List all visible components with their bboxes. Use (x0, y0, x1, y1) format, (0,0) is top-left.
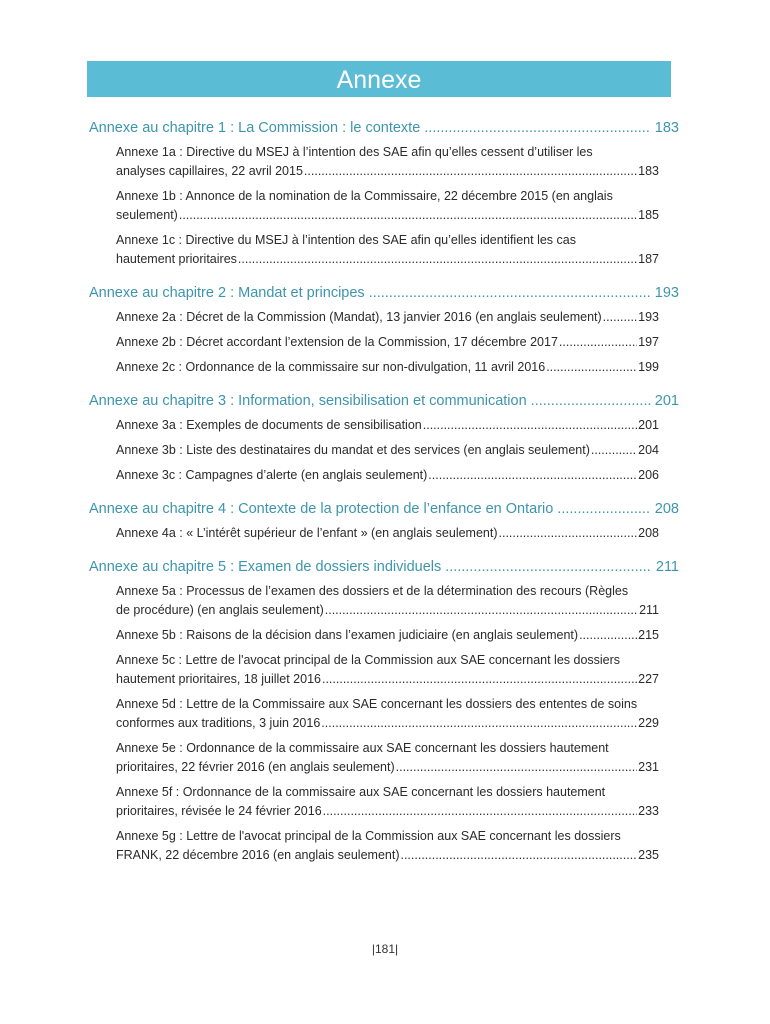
entry-page: 227 (638, 672, 659, 686)
entry-last-line (116, 206, 659, 225)
entry-page: 187 (638, 252, 659, 266)
page-number: |181| (371, 942, 399, 956)
leader-dots (179, 206, 637, 225)
leader-dots (499, 524, 638, 543)
leader-dots (531, 391, 651, 411)
toc-entry[interactable] (116, 783, 659, 821)
leader-dots (304, 162, 637, 181)
entry-page: 206 (638, 468, 659, 482)
entry-page: 185 (638, 208, 659, 222)
entry-title: FRANK, 22 décembre 2016 (en anglais seulement) (116, 848, 400, 862)
toc-chapter (89, 118, 679, 269)
entry-page: 235 (638, 848, 659, 862)
toc-entry[interactable] (116, 358, 659, 377)
chapter-heading-link[interactable] (89, 118, 679, 138)
entry-last-line (116, 846, 659, 865)
entry-last-line (116, 670, 659, 689)
entry-last-line (116, 358, 659, 377)
leader-dots (603, 308, 637, 327)
chapter-title: Annexe au chapitre 5 : Examen de dossiers individuels (89, 559, 442, 575)
entry-last-line (116, 802, 659, 821)
entry-last-line (116, 714, 659, 733)
entry-title: hautement prioritaires, 18 juillet 2016 (116, 672, 321, 686)
leader-dots (559, 333, 637, 352)
leader-dots (445, 557, 652, 577)
toc-chapter (89, 499, 679, 543)
entry-title: de procédure) (en anglais seulement) (116, 603, 324, 617)
page-title: Annexe (87, 61, 671, 97)
entry-title: Annexe 5b : Raisons de la décision dans l’examen judiciaire (en anglais seulement) (116, 628, 579, 642)
leader-dots (238, 250, 637, 269)
chapter-page: 201 (654, 393, 679, 409)
entry-title-line: Annexe 1a : Directive du MSEJ à l’intention des SAE afin qu’elles cessent d’utiliser les (116, 145, 593, 159)
entry-list (89, 524, 659, 543)
entry-last-line (116, 626, 659, 645)
entry-list (89, 416, 659, 485)
entry-title: hautement prioritaires (116, 252, 237, 266)
leader-dots (546, 358, 637, 377)
entry-title: Annexe 3a : Exemples de documents de sensibilisation (116, 418, 422, 432)
leader-dots (579, 626, 637, 645)
entry-list (89, 308, 659, 377)
entry-page: 229 (638, 716, 659, 730)
entry-page: 233 (638, 804, 659, 818)
leader-dots (396, 758, 638, 777)
toc-entry[interactable] (116, 524, 659, 543)
chapter-heading-link[interactable] (89, 391, 679, 411)
entry-last-line (116, 308, 659, 327)
entry-title: Annexe 2c : Ordonnance de la commissaire sur non-divulgation, 11 avril 2016 (116, 360, 546, 374)
entry-last-line (116, 250, 659, 269)
leader-dots (424, 118, 651, 138)
chapter-title: Annexe au chapitre 4 : Contexte de la protection de l’enfance en Ontario (89, 501, 554, 517)
toc-entry[interactable] (116, 651, 659, 689)
entry-page: 201 (638, 418, 659, 432)
leader-dots (428, 466, 637, 485)
toc-entry[interactable] (116, 441, 659, 460)
toc-chapter (89, 557, 679, 865)
chapter-page: 183 (654, 120, 679, 136)
entry-page: 211 (639, 603, 659, 617)
leader-dots (322, 670, 637, 689)
entry-title: analyses capillaires, 22 avril 2015 (116, 164, 303, 178)
chapter-heading-link[interactable] (89, 283, 679, 303)
entry-last-line (116, 524, 659, 543)
leader-dots (325, 601, 638, 620)
toc-entry[interactable] (116, 308, 659, 327)
entry-last-line (116, 416, 659, 435)
entry-last-line (116, 333, 659, 352)
entry-title-line: Annexe 5d : Lettre de la Commissaire aux SAE concernant les dossiers des ententes de soins (116, 697, 638, 711)
toc-entry[interactable] (116, 231, 659, 269)
toc-chapter (89, 391, 679, 485)
entry-title: Annexe 2b : Décret accordant l’extension de la Commission, 17 décembre 2017 (116, 335, 558, 349)
entry-title: Annexe 2a : Décret de la Commission (Mandat), 13 janvier 2016 (en anglais seulement) (116, 310, 602, 324)
entry-title-line: Annexe 5g : Lettre de l'avocat principal de la Commission aux SAE concernant les dossiers (116, 829, 621, 843)
chapter-page: 211 (655, 559, 679, 575)
entry-page: 193 (638, 310, 659, 324)
toc-chapter (89, 283, 679, 377)
entry-title-line: Annexe 1b : Annonce de la nomination de la Commissaire, 22 décembre 2015 (en anglais (116, 189, 613, 203)
chapter-title: Annexe au chapitre 2 : Mandat et principes (89, 285, 365, 301)
toc-entry[interactable] (116, 187, 659, 225)
leader-dots (323, 802, 637, 821)
entry-title: Annexe 3c : Campagnes d’alerte (en anglais seulement) (116, 468, 428, 482)
entry-title: seulement) (116, 208, 178, 222)
entry-list (89, 143, 659, 269)
leader-dots (321, 714, 637, 733)
leader-dots (369, 283, 651, 303)
entry-title: conformes aux traditions, 3 juin 2016 (116, 716, 321, 730)
table-of-contents (89, 118, 679, 879)
entry-title-line: Annexe 1c : Directive du MSEJ à l’intention des SAE afin qu’elles identifient les cas (116, 233, 576, 247)
chapter-page: 193 (654, 285, 679, 301)
toc-entry[interactable] (116, 333, 659, 352)
entry-last-line (116, 441, 659, 460)
entry-page: 204 (638, 443, 659, 457)
toc-entry[interactable] (116, 827, 659, 865)
entry-title-line: Annexe 5f : Ordonnance de la commissaire aux SAE concernant les dossiers hautement (116, 785, 606, 799)
entry-title-line: Annexe 5a : Processus de l’examen des dossiers et de la détermination des recours (Règles (116, 584, 629, 598)
entry-page: 215 (638, 628, 659, 642)
entry-last-line (116, 601, 659, 620)
entry-page: 183 (638, 164, 659, 178)
leader-dots (423, 416, 637, 435)
toc-entry[interactable] (116, 416, 659, 435)
entry-page: 197 (638, 335, 659, 349)
entry-last-line (116, 162, 659, 181)
leader-dots (400, 846, 637, 865)
entry-title: Annexe 3b : Liste des destinataires du mandat et des services (en anglais seulement) (116, 443, 590, 457)
entry-page: 231 (638, 760, 659, 774)
leader-dots (591, 441, 637, 460)
entry-page: 208 (638, 526, 659, 540)
chapter-heading-link[interactable] (89, 557, 679, 577)
entry-title: Annexe 4a : « L’intérêt supérieur de l’enfant » (en anglais seulement) (116, 526, 498, 540)
toc-entry[interactable] (116, 466, 659, 485)
chapter-title: Annexe au chapitre 3 : Information, sensibilisation et communication (89, 393, 527, 409)
chapter-heading-link[interactable] (89, 499, 679, 519)
toc-entry[interactable] (116, 695, 659, 733)
toc-entry[interactable] (116, 626, 659, 645)
entry-title-line: Annexe 5c : Lettre de l'avocat principal de la Commission aux SAE concernant les dossiers (116, 653, 621, 667)
chapter-title: Annexe au chapitre 1 : La Commission : le contexte (89, 120, 421, 136)
entry-last-line (116, 758, 659, 777)
entry-last-line (116, 466, 659, 485)
entry-title: prioritaires, 22 février 2016 (en anglais seulement) (116, 760, 395, 774)
toc-entry[interactable] (116, 143, 659, 181)
entry-list (89, 582, 659, 865)
entry-title-line: Annexe 5e : Ordonnance de la commissaire aux SAE concernant les dossiers hautement (116, 741, 609, 755)
entry-title: prioritaires, révisée le 24 février 2016 (116, 804, 322, 818)
chapter-page: 208 (654, 501, 679, 517)
leader-dots (557, 499, 650, 519)
toc-entry[interactable] (116, 582, 659, 620)
toc-entry[interactable] (116, 739, 659, 777)
entry-page: 199 (638, 360, 659, 374)
